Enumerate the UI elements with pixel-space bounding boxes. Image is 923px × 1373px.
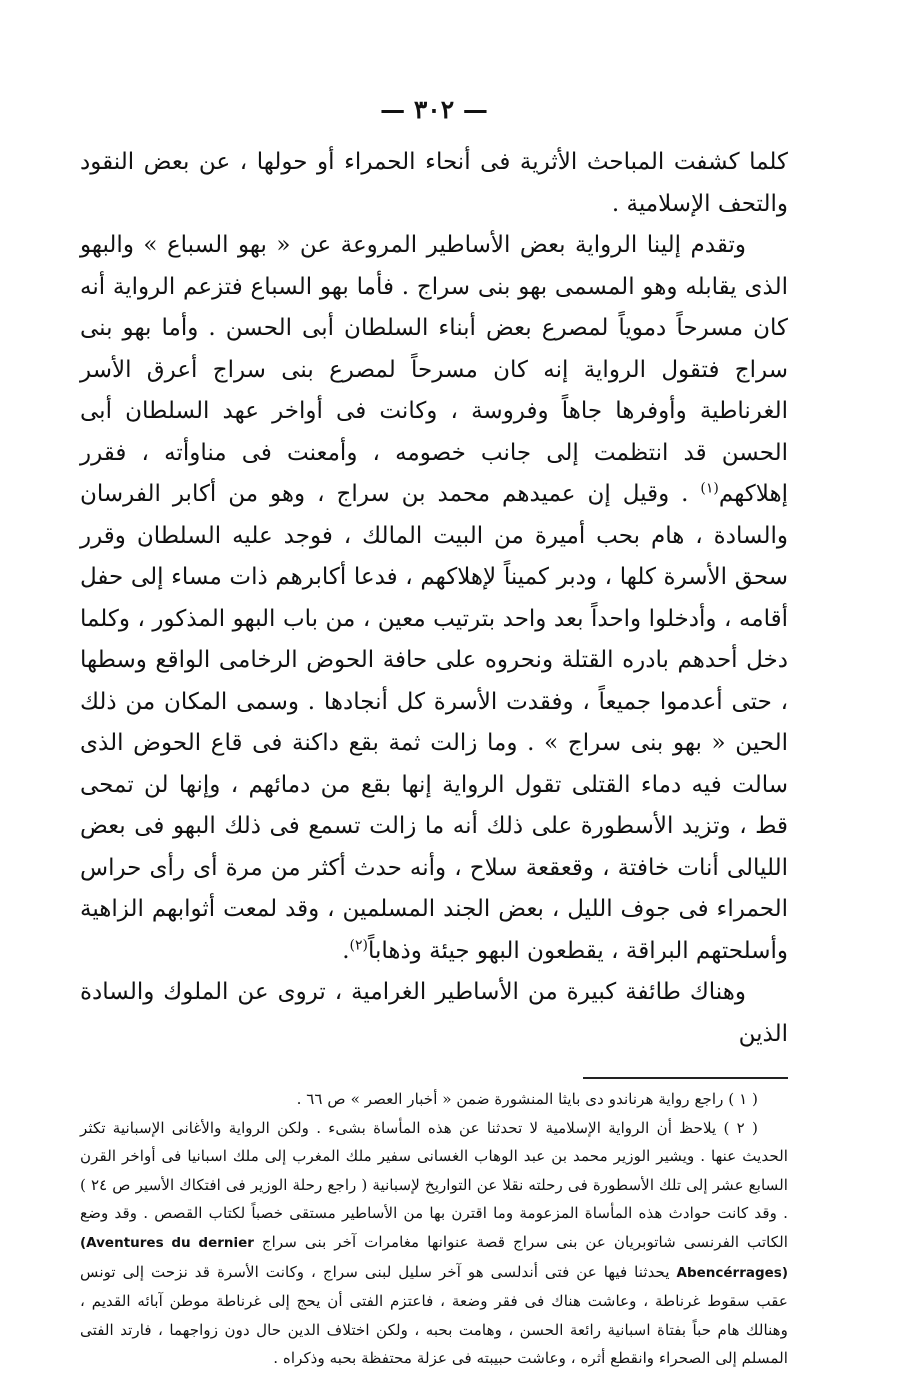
footnote-latin-title: (Aventures du dernier Abencérrages) (80, 1234, 789, 1281)
book-page (80, 88, 788, 1373)
footnote-ref-2: (٢) (349, 936, 368, 953)
footnote-divider (583, 1077, 788, 1079)
paragraph-legend-banu-siraj (80, 225, 788, 972)
main-text (80, 142, 788, 1055)
footnotes (80, 1085, 788, 1373)
page-number: — ٣٠٢ — (380, 95, 488, 124)
paragraph-love-legends: وهناك طائفة كبيرة من الأساطير الغرامية ، تروى عن الملوك والسادة الذين (80, 979, 788, 1047)
paragraph-continuation: كلما كشفت المباحث الأثرية فى أنحاء الحمراء أو حولها ، عن بعض النقود والتحف الإسلامية . (80, 149, 788, 217)
footnote-text: يحدثنا فيها عن فتى أندلسى هو آخر سليل لبنى سراج ، وكانت الأسرة قد نزحت إلى تونس عقب سقوط غرناطة ، وعاشت هناك فى فقر وضعة ، فاعتزم الفتى أن يحج إلى غرناطة موطن آبائه القديم ، وهنالك هام حباً بفتاة اسبانية رائعة الحسن ، وهامت بحبه ، ولكن اختلاف الدين حال دون زواجهما ، فارتد الفتى المسلم إلى الصحراء وانقطع أثره ، وعاشت حبيبته فى عزلة محتفظة بحبه وذكراه . (80, 1262, 788, 1368)
footnote-ref-1: (١) (700, 480, 719, 497)
footnote-1: ( ١ ) راجع رواية هرناندو دى بايثا المنشورة ضمن « أخبار العصر » ص ٦٦ . (296, 1090, 758, 1108)
footnote-2 (80, 1114, 788, 1373)
paragraph-text: وتقدم إلينا الرواية بعض الأساطير المروعة عن « بهو السباع » والبهو الذى يقابله وهو المسمى بهو بنى سراج . فأما بهو السباع فتزعم الرواية أنه كان مسرحاً دموياً لمصرع بعض أبناء السلطان أبى الحسن . وأما بهو بنى سراج فتقول الرواية إنه كان مسرحاً لمصرع بنى سراج أعرق الأسر الغرناطية وأوفرها جاهاً وفروسة ، وكانت فى أواخر عهد السلطان أبى الحسن قد انتظمت إلى جانب خصومه ، وأمعنت فى مناوأته ، فقرر إهلاكهم (80, 232, 788, 507)
paragraph-text: . وقيل إن عميدهم محمد بن سراج ، وهو من أكابر الفرسان والسادة ، هام بحب أميرة من البيت المالك ، فوجد عليه السلطان وقرر سحق الأسرة كلها ، ودبر كميناً لإهلاكهم ، فدعا أكابرهم ذات مساء إلى حفل أقامه ، وأدخلوا واحداً بعد واحد بترتيب معين ، من باب البهو المذكور ، وكلما دخل أحدهم بادره القتلة ونحروه على حافة الحوض الرخامى الواقع وسطها ، حتى أعدموا جميعاً ، وفقدت الأسرة كل أنجادها . وسمى المكان من ذلك الحين « بهو بنى سراج » . وما زالت ثمة بقع داكنة فى قاع الحوض الذى سالت فيه دماء القتلى تقول الرواية إنها بقع من دمائهم ، وإنها لن تمحى قط ، وتزيد الأسطورة على ذلك أنه ما زالت تسمع فى ذلك البهو فى بعض الليالى أنات خافتة ، وقعقعة سلاح ، وأنه حدث أكثر من مرة أى رأى حراس الحمراء فى جوف الليل ، بعض الجند المسلمين ، وقد لمعت أثوابهم الزاهية وأسلحتهم البراقة ، يقطعون البهو جيئة وذهاباً (80, 481, 789, 964)
paragraph-text: . (342, 937, 350, 964)
footnote-text: ( ٢ ) يلاحظ أن الرواية الإسلامية لا تحدثنا عن هذه المأساة بشىء . ولكن الرواية والأغانى الإسبانية تكثر الحديث عنها . ويشير الوزير محمد بن عبد الوهاب الغسانى سفير ملك المغرب إلى ملك اسبانيا فى أواخر القرن السابع عشر إلى تلك الأسطورة فى رحلته نقلا عن التواريخ لإسبانية ( راجع رحلة الوزير فى افتكاك الأسير ص ٢٤ ) . وقد كانت حوادث هذه المأساة المزعومة وما اقترن بها من الأساطير مستقى خصباً لكتاب القصص . وقد وضع الكاتب الفرنسى شاتوبريان عن بنى سراج قصة عنوانها مغامرات آخر بنى سراج (80, 1118, 788, 1251)
